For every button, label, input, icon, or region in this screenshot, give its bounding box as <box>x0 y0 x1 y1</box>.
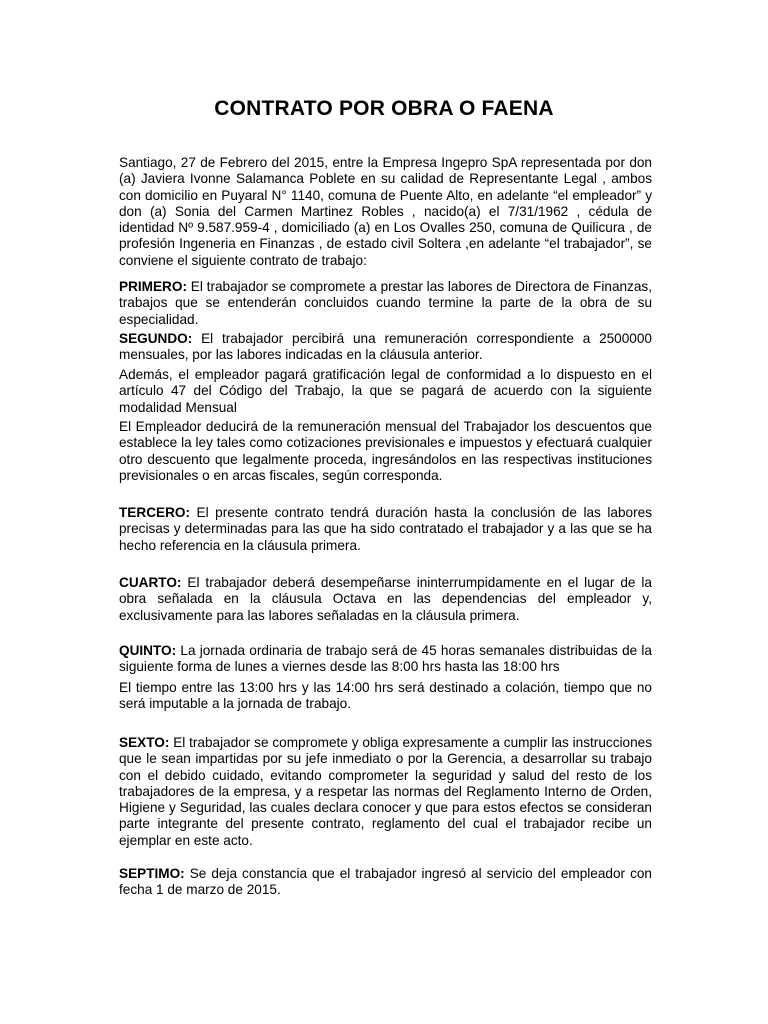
clause-text: Además, el empleador pagará gratificación legal de conformidad a lo dispuesto en el artículo 47 del Código del Trabajo, la que se pagará de acuerdo con la siguiente modalidad Mensual <box>119 367 652 415</box>
clause-label: PRIMERO: <box>119 279 187 294</box>
clause-segundo <box>119 331 652 364</box>
clause-label: QUINTO: <box>119 643 177 658</box>
clause-text: El trabajador se compromete y obliga expresamente a cumplir las instrucciones que le sean impartidas por su jefe inmediato o por la Gerencia, a desarrollar su trabajo con el debido cuidado, evitando comprometer la seguridad y salud del resto de los trabajadores de la empresa, y a respetar las normas del Reglamento Interno de Orden, Higiene y Seguridad, las cuales declara conocer y que para estos efectos se consideran parte integrante del presente contrato, reglamento del cual el trabajador recibe un ejemplar en este acto. <box>119 735 652 848</box>
clause-text: El trabajador se compromete a prestar las labores de Directora de Finanzas, trabajos que se entenderán concluidos cuando termine la parte de la obra de su especialidad. <box>119 279 652 327</box>
clause-label: SEGUNDO: <box>119 331 193 346</box>
clause-text: El tiempo entre las 13:00 hrs y las 14:00 hrs será destinado a colación, tiempo que no será imputable a la jornada de trabajo. <box>119 680 652 712</box>
clause-paragraph-descuentos <box>119 419 652 484</box>
clause-text: El trabajador deberá desempeñarse ininterrumpidamente en el lugar de la obra señalada en la cláusula Octava en las dependencias del empleador y, exclusivamente para las labores señaladas en la cláusula primera. <box>119 575 652 623</box>
clause-text: El trabajador percibirá una remuneración correspondiente a 2500000 mensuales, por las labores indicadas en la cláusula anterior. <box>119 331 652 363</box>
clause-septimo <box>119 866 652 899</box>
clause-label: TERCERO: <box>119 505 190 520</box>
clause-primero <box>119 279 652 328</box>
clause-text: Se deja constancia que el trabajador ingresó al servicio del empleador con fecha 1 de marzo de 2015. <box>119 866 652 898</box>
clause-text: El presente contrato tendrá duración hasta la conclusión de las labores precisas y determinadas para las que ha sido contratado el trabajador y a las que se ha hecho referencia en la cláusula primera. <box>119 505 652 553</box>
clause-text: El Empleador deducirá de la remuneración mensual del Trabajador los descuentos que establece la ley tales como cotizaciones previsionales e impuestos y efectuará cualquier otro descuento que legalmente proceda, ingresándolos en las respectivas instituciones previsionales o en arcas fiscales, según corresponda. <box>119 419 652 483</box>
clause-label: SEPTIMO: <box>119 866 185 881</box>
clause-sexto <box>119 735 652 849</box>
clause-label: SEXTO: <box>119 735 170 750</box>
clause-tercero <box>119 505 652 554</box>
clause-paragraph-colacion <box>119 680 652 713</box>
document-title: CONTRATO POR OBRA O FAENA <box>214 97 554 120</box>
intro-paragraph: Santiago, 27 de Febrero del 2015, entre la Empresa Ingepro SpA representada por don (a) Javiera Ivonne Salamanca Poblete en su calidad de Representante Legal , ambos con domicilio en Puyaral N° 1140, comuna de Puente Alto, en adelante “el empleador” y don (a) Sonia del Carmen Martinez Robles , nacido(a) el 7/31/1962 , cédula de identidad Nº 9.587.959-4 , domiciliado (a) en Los Ovalles 250, comuna de Quilicura , de profesión Ingeneria en Finanzas , de estado civil Soltera ,en adelante “el trabajador”, se conviene el siguiente contrato de trabajo: <box>119 155 652 268</box>
clause-paragraph-gratificacion <box>119 367 652 416</box>
clause-cuarto <box>119 575 652 624</box>
clause-quinto <box>119 643 652 676</box>
clause-text: La jornada ordinaria de trabajo será de 45 horas semanales distribuidas de la siguiente forma de lunes a viernes desde las 8:00 hrs hasta las 18:00 hrs <box>119 643 652 675</box>
clause-label: CUARTO: <box>119 575 182 590</box>
